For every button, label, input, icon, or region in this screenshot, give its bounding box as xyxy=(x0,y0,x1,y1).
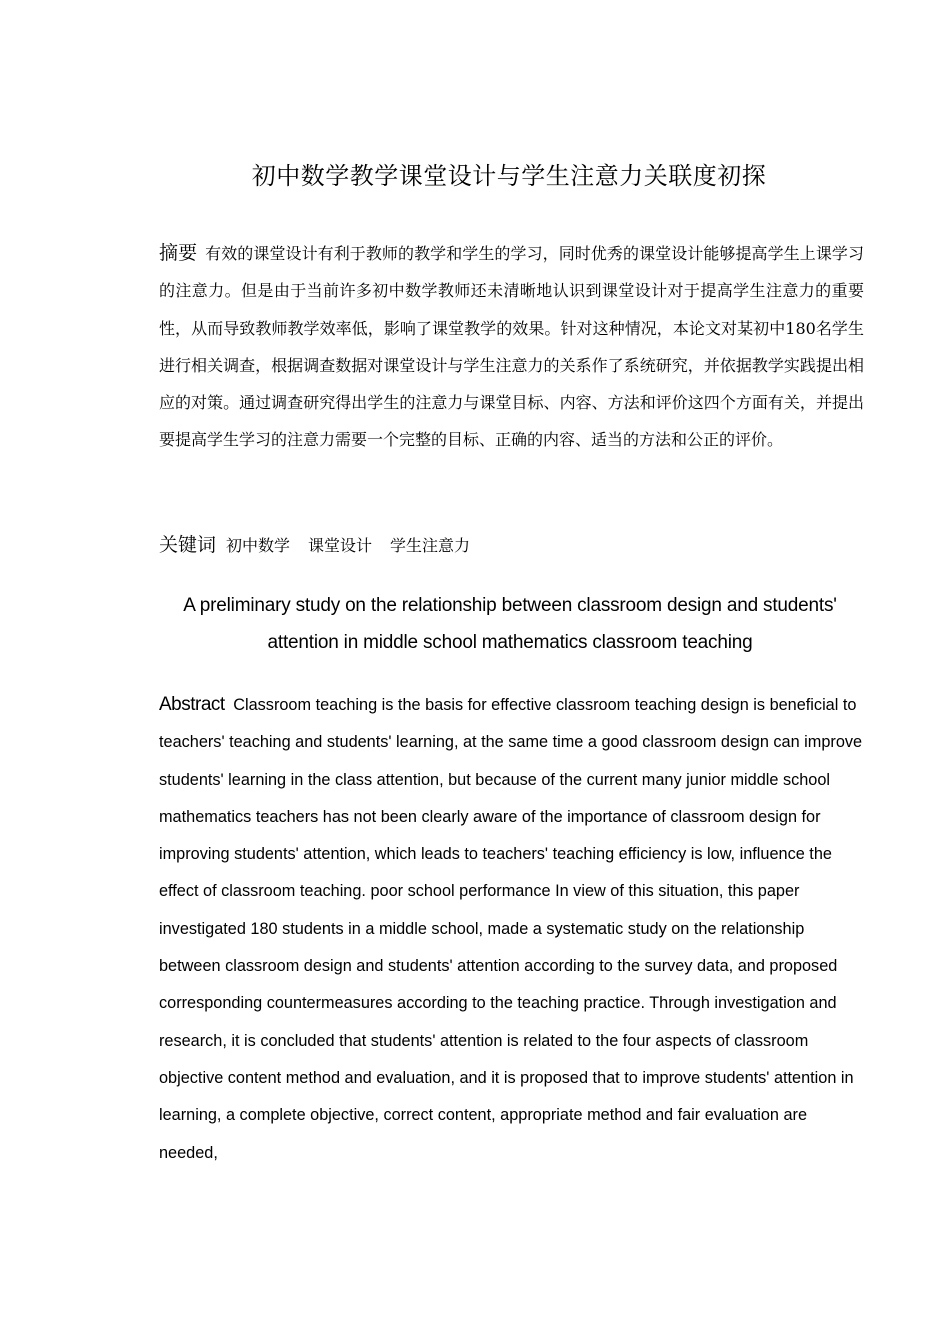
chinese-title: 初中数学教学课堂设计与学生注意力关联度初探 xyxy=(251,162,767,190)
keyword: 学生注意力 xyxy=(390,536,471,555)
chinese-keywords xyxy=(159,529,488,562)
chinese-keywords-label: 关键词 xyxy=(159,534,217,556)
chinese-abstract-text: 有效的课堂设计有利于教师的教学和学生的学习，同时优秀的课堂设计能够提高学生上课学习的注意力。但是由于当前许多初中数学教师还未清晰地认识到课堂设计对于提高学生注意力的重要性，从而导致教师教学效率低，影响了课堂教学的效果。针对这种情况，本论文对某初中180名学生进行相关调查，根据调查数据对课堂设计与学生注意力的关系作了系统研究，并依据教学实践提出相应的对策。通过调查研究得出学生的注意力与课堂目标、内容、方法和评价这四个方面有关，并提出要提高学生学习的注意力需要一个完整的目标、正确的内容、适当的方法和公正的评价。 xyxy=(159,244,864,450)
english-abstract-text: Classroom teaching is the basis for effective classroom teaching design is beneficial to teachers' teaching and students' learning, at the same time a good classroom design can improve students' learning in the class attention, but because of the current many junior middle school mathematics teachers has not been clearly aware of the importance of classroom design for improving students' attention, which leads to teachers' teaching efficiency is low, influence the effect of classroom teaching. poor school performance In view of this situation, this paper investigated 180 students in a middle school, made a systematic study on the relationship between classroom design and students' attention according to the survey data, and proposed corresponding countermeasures according to the teaching practice. Through investigation and research, it is concluded that students' attention is related to the four aspects of classroom objective content method and evaluation, and it is proposed that to improve students' attention in learning, a complete objective, correct content, appropriate method and fair evaluation are needed, xyxy=(159,696,863,1162)
english-abstract-label: Abstract xyxy=(159,694,225,715)
chinese-abstract-label: 摘要 xyxy=(159,242,198,264)
english-title xyxy=(120,587,900,661)
english-title-line-1: A preliminary study on the relationship between classroom design and students' xyxy=(183,595,837,616)
english-title-line-2: attention in middle school mathematics classroom teaching xyxy=(267,632,753,653)
chinese-abstract xyxy=(159,235,864,459)
english-abstract xyxy=(159,686,864,1172)
keyword: 课堂设计 xyxy=(308,536,373,555)
keyword: 初中数学 xyxy=(226,536,291,555)
